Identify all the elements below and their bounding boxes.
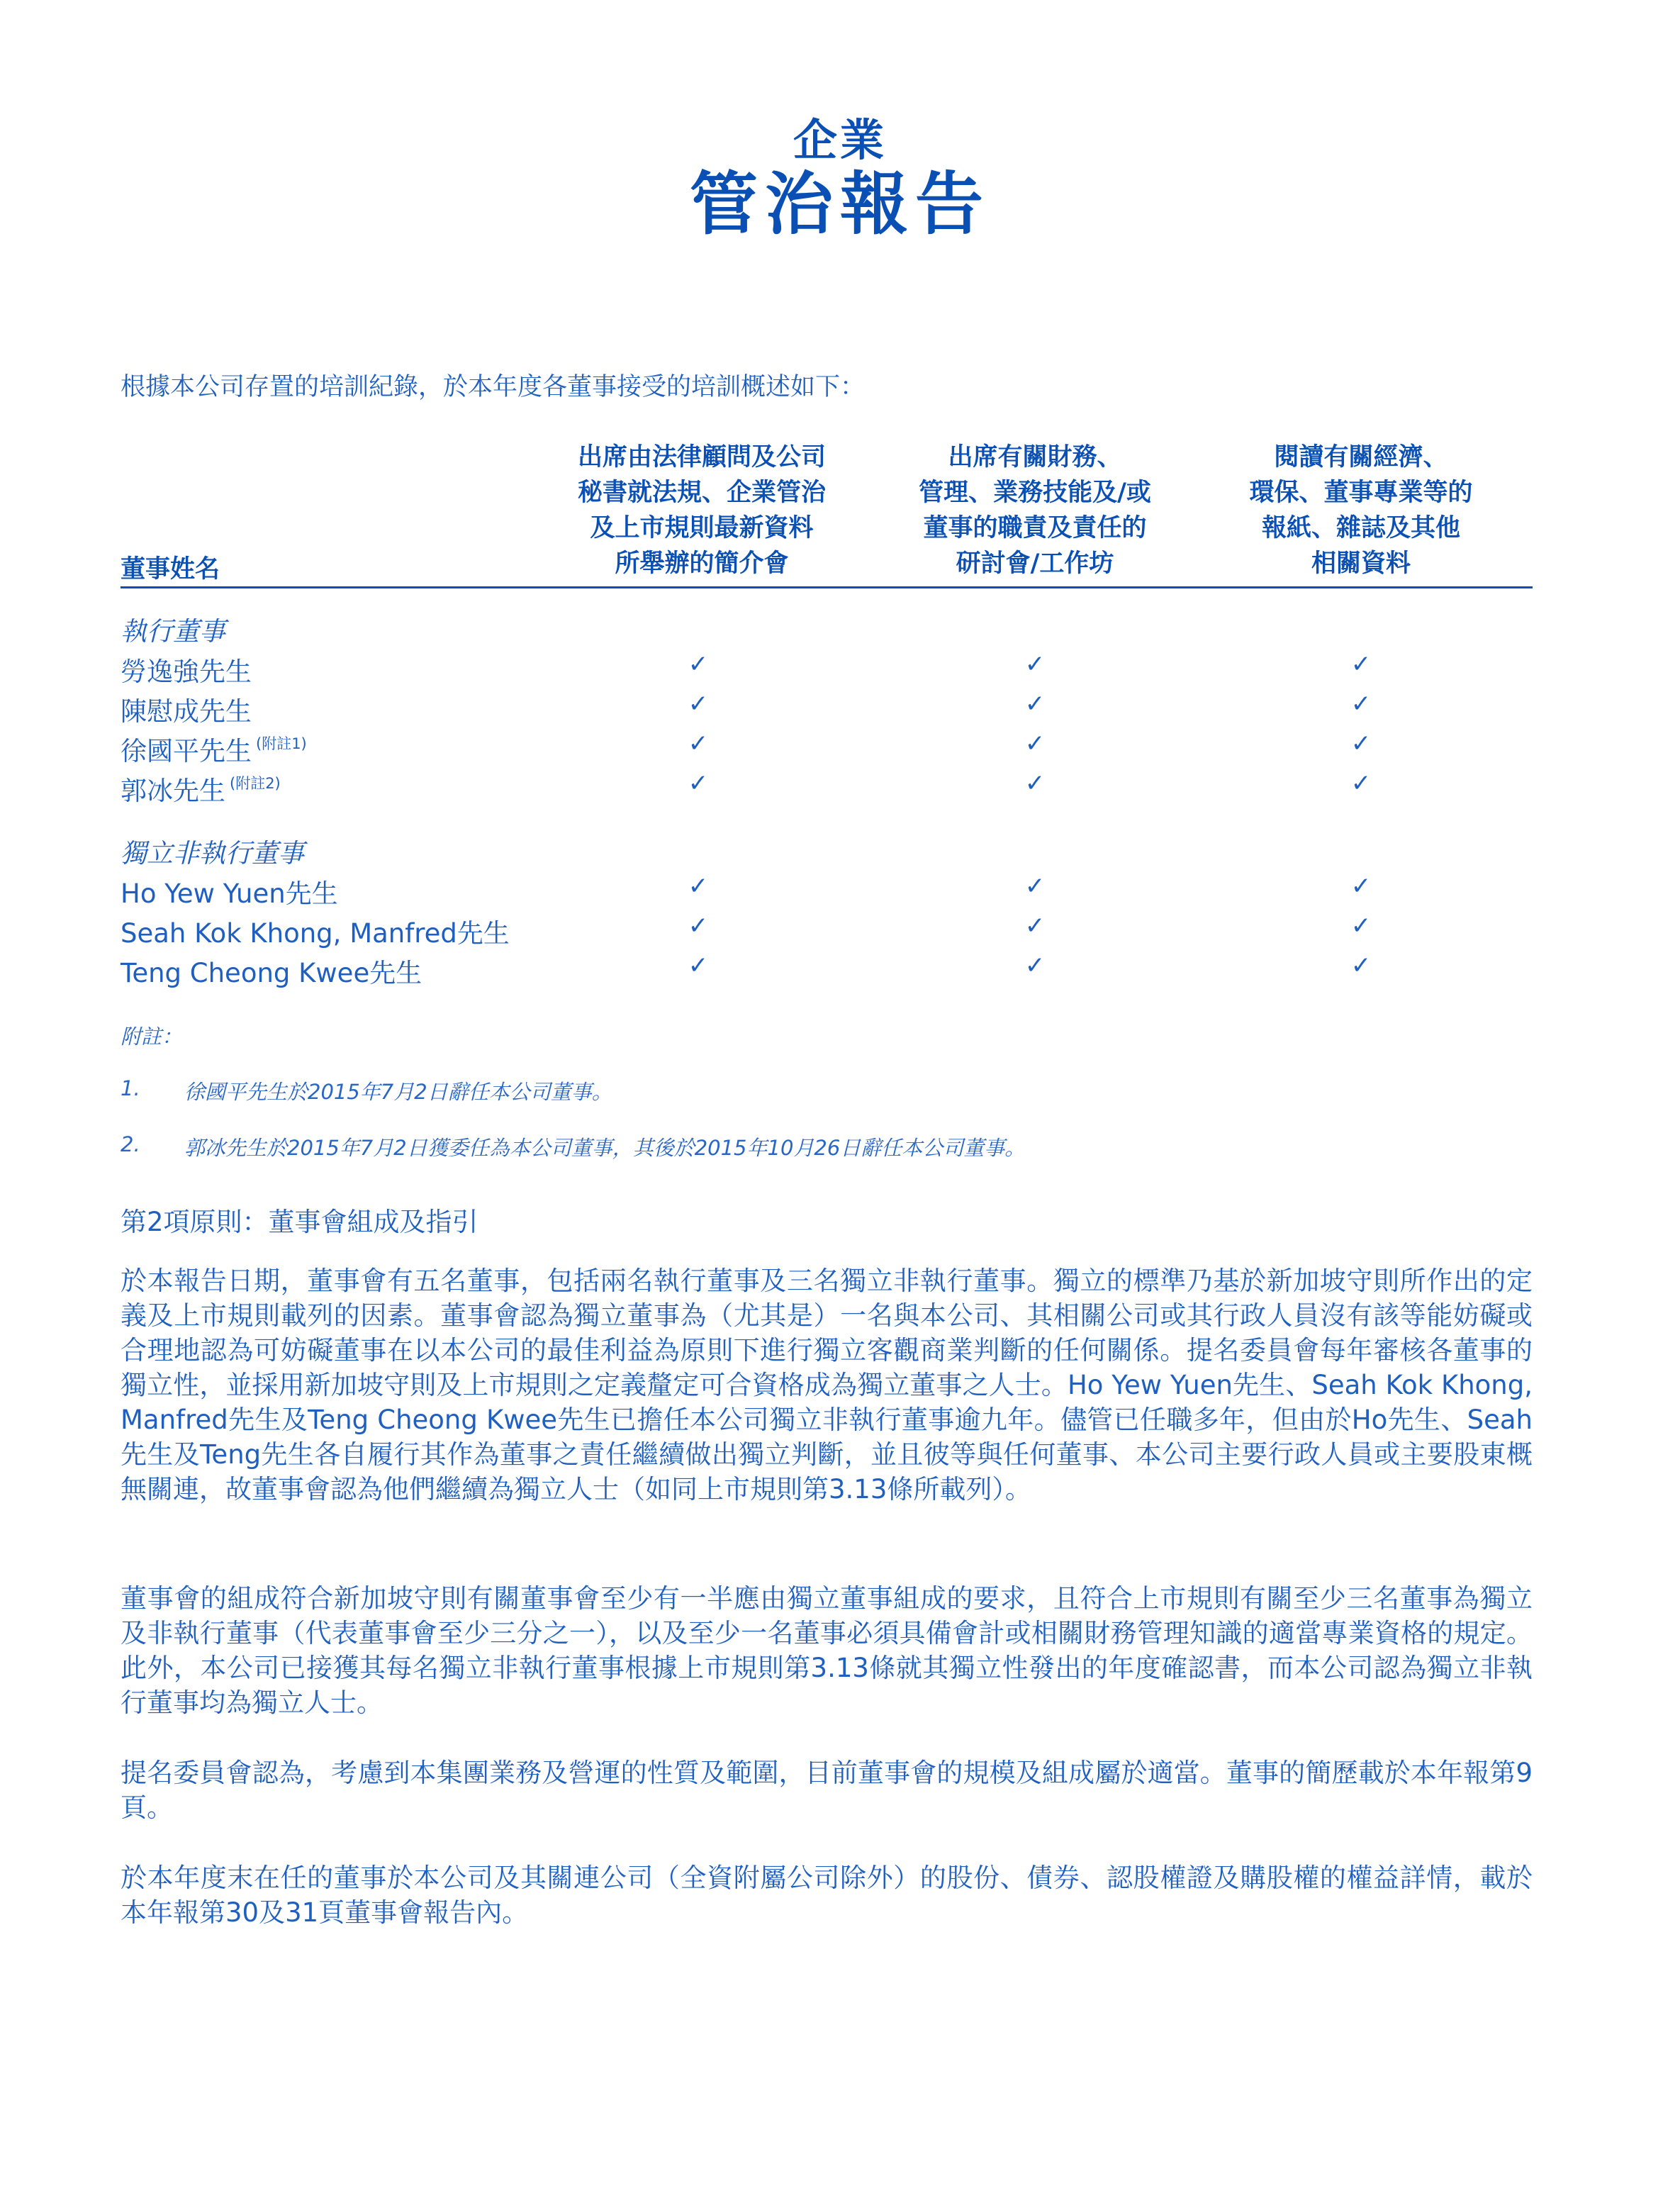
director-name: Ho Yew Yuen先生: [121, 878, 338, 909]
check-icon: ✓: [1024, 951, 1046, 980]
title-line-1: 企業: [793, 114, 887, 166]
section-title-independent: 獨立非執行董事: [121, 838, 304, 869]
check-icon: ✓: [688, 769, 709, 798]
director-name: Teng Cheong Kwee先生: [121, 958, 422, 988]
check-icon: ✓: [1024, 690, 1046, 718]
check-icon: ✓: [1024, 650, 1046, 679]
column-header-briefing: 出席由法律顧問及公司 秘書就法規、企業管治 及上市規則最新資料 所舉辦的簡介會: [577, 443, 826, 578]
check-icon: ✓: [688, 951, 709, 980]
column-header-director-name: 董事姓名: [121, 555, 220, 584]
check-icon: ✓: [688, 730, 709, 758]
notes-title: 附註：: [121, 1025, 183, 1049]
check-icon: ✓: [688, 872, 709, 900]
table-header-rule: [121, 586, 1533, 588]
title-line-2: 管治報告: [690, 164, 990, 244]
note-number: 2.: [121, 1132, 140, 1156]
check-icon: ✓: [1024, 769, 1046, 798]
paragraph: 於本年度末在任的董事於本公司及其關連公司（全資附屬公司除外）的股份、債券、認股權證及購股權的權益詳情，載於本年報第30及31頁董事會報告內。: [121, 1863, 1533, 1928]
column-header-seminar: 出席有關財務、 管理、業務技能及/或 董事的職責及責任的 研討會/工作坊: [919, 443, 1151, 578]
check-icon: ✓: [1350, 951, 1372, 980]
intro-text: 根據本公司存置的培訓紀錄，於本年度各董事接受的培訓概述如下：: [121, 373, 866, 401]
paragraph: 於本報告日期，董事會有五名董事，包括兩名執行董事及三名獨立非執行董事。獨立的標準乃基於新加坡守則所作出的定義及上市規則載列的因素。董事會認為獨立董事為（尤其是）一名與本公司、其相關公司或其行政人員沒有該等能妨礙或合理地認為可妨礙董事在以本公司的最佳利益為原則下進行獨立客觀商業判斷的任何關係。提名委員會每年審核各董事的獨立性，並採用新加坡守則及上市規則之定義釐定可合資格成為獨立董事之人士。Ho Yew Yuen先生、Seah Kok Khong, Manfred先生及Teng Cheong Kwee先生已擔任本公司獨立非執行董事逾九年。儘管已任職多年，但由於Ho先生、Seah先生及Teng先生各自履行其作為董事之責任繼續做出獨立判斷，並且彼等與任何董事、本公司主要行政人員或主要股東概無關連，故董事會認為他們繼續為獨立人士（如同上市規則第3.13條所載列）。: [121, 1266, 1533, 1505]
note-number: 1.: [121, 1076, 140, 1100]
check-icon: ✓: [1024, 872, 1046, 900]
paragraph: 提名委員會認為，考慮到本集團業務及營運的性質及範圍，目前董事會的規模及組成屬於適當。董事的簡歷載於本年報第9頁。: [121, 1758, 1533, 1823]
section-title-executive: 執行董事: [121, 616, 225, 647]
check-icon: ✓: [1350, 650, 1372, 679]
check-icon: ✓: [688, 912, 709, 940]
column-header-reading: 閱讀有關經濟、 環保、董事專業等的 報紙、雜誌及其他 相關資料: [1249, 443, 1473, 578]
check-icon: ✓: [1350, 912, 1372, 940]
check-icon: ✓: [688, 690, 709, 718]
check-icon: ✓: [1350, 690, 1372, 718]
check-icon: ✓: [1350, 730, 1372, 758]
check-icon: ✓: [688, 650, 709, 679]
director-name: 徐國平先生 $^{(附註1)}$: [121, 735, 307, 766]
check-icon: ✓: [1350, 872, 1372, 900]
check-icon: ✓: [1024, 912, 1046, 940]
director-name: 陳慰成先生: [121, 696, 252, 727]
note-text: 徐國平先生於2015年7月2日辭任本公司董事。: [184, 1080, 612, 1104]
paragraph: 董事會的組成符合新加坡守則有關董事會至少有一半應由獨立董事組成的要求，且符合上市規則有關至少三名董事為獨立及非執行董事（代表董事會至少三分之一），以及至少一名董事必須具備會計或相關財務管理知識的適當專業資格的規定。此外，本公司已接獲其每名獨立非執行董事根據上市規則第3.13條就其獨立性發出的年度確認書，而本公司認為獨立非執行董事均為獨立人士。: [121, 1583, 1533, 1718]
section-heading: 第2項原則：董事會組成及指引: [121, 1207, 478, 1237]
director-name: 郭冰先生 $^{(附註2)}$: [121, 775, 281, 806]
director-name: Seah Kok Khong, Manfred先生: [121, 918, 510, 949]
director-name: 勞逸強先生: [121, 657, 252, 687]
note-text: 郭冰先生於2015年7月2日獲委任為本公司董事，其後於2015年10月26日辭任本公司董事。: [184, 1136, 1026, 1160]
check-icon: ✓: [1350, 769, 1372, 798]
check-icon: ✓: [1024, 730, 1046, 758]
